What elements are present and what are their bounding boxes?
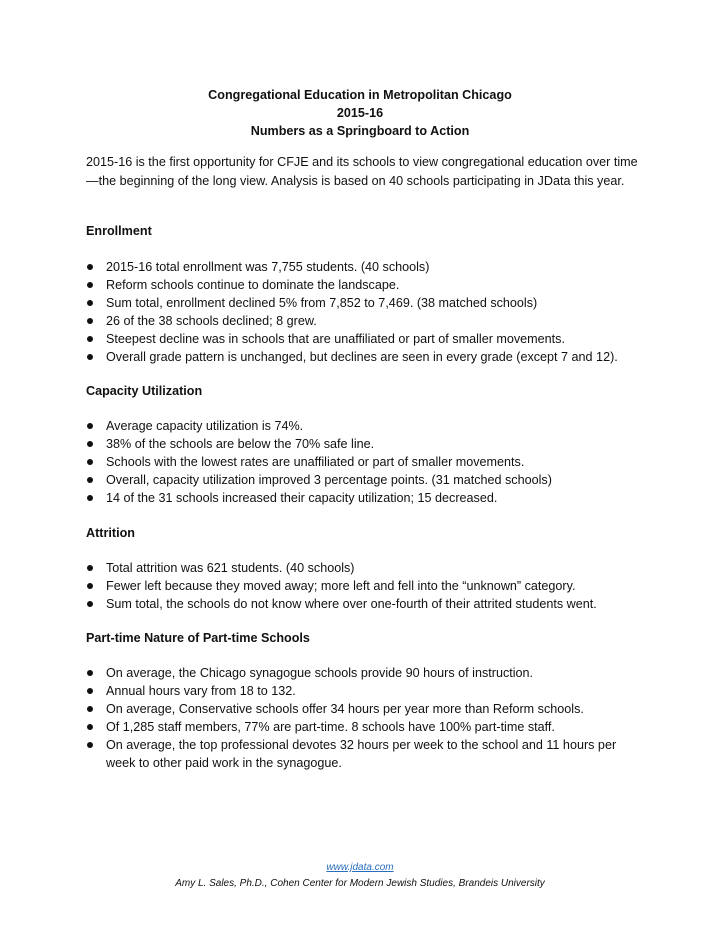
bullet-icon xyxy=(87,300,93,306)
list-item: 26 of the 38 schools declined; 8 grew. xyxy=(86,312,646,330)
bullet-icon xyxy=(87,282,93,288)
list-item: Annual hours vary from 18 to 132. xyxy=(86,682,646,700)
bullet-icon xyxy=(87,264,93,270)
intro-paragraph: 2015-16 is the first opportunity for CFJE and its schools to view congregational education over time—the beginning of the long view. Analysis is based on 40 schools participating in JData this year. xyxy=(86,155,638,188)
bullet-icon xyxy=(87,601,93,607)
bullet-icon xyxy=(87,459,93,465)
section-heading-enrollment: Enrollment xyxy=(86,224,152,238)
enrollment-list xyxy=(86,258,646,366)
document-subtitle: Numbers as a Springboard to Action xyxy=(250,124,470,138)
page-footer xyxy=(0,860,720,892)
capacity-utilization-list xyxy=(86,417,646,507)
author-credit: Amy L. Sales, Ph.D., Cohen Center for Modern Jewish Studies, Brandeis University xyxy=(175,878,545,889)
list-item: On average, the top professional devotes 32 hours per week to the school and 11 hours per week to other paid work in the synagogue. xyxy=(86,736,646,772)
list-item: 14 of the 31 schools increased their capacity utilization; 15 decreased. xyxy=(86,489,646,507)
bullet-icon xyxy=(87,441,93,447)
list-item: Overall grade pattern is unchanged, but declines are seen in every grade (except 7 and 12). xyxy=(86,348,646,366)
list-item: Total attrition was 621 students. (40 schools) xyxy=(86,559,646,577)
bullet-icon xyxy=(87,706,93,712)
list-item: On average, Conservative schools offer 34 hours per year more than Reform schools. xyxy=(86,700,646,718)
list-item: 2015-16 total enrollment was 7,755 students. (40 schools) xyxy=(86,258,646,276)
bullet-icon xyxy=(87,423,93,429)
list-item: Steepest decline was in schools that are unaffiliated or part of smaller movements. xyxy=(86,330,646,348)
bullet-icon xyxy=(87,583,93,589)
bullet-icon xyxy=(87,724,93,730)
list-item: Of 1,285 staff members, 77% are part-time. 8 schools have 100% part-time staff. xyxy=(86,718,646,736)
bullet-icon xyxy=(87,354,93,360)
list-item: Schools with the lowest rates are unaffiliated or part of smaller movements. xyxy=(86,453,646,471)
list-item: Sum total, the schools do not know where over one-fourth of their attrited students went. xyxy=(86,595,646,613)
bullet-icon xyxy=(87,670,93,676)
list-item: On average, the Chicago synagogue schools provide 90 hours of instruction. xyxy=(86,664,646,682)
document-year: 2015-16 xyxy=(336,106,384,120)
section-heading-capacity-utilization: Capacity Utilization xyxy=(86,384,203,398)
section-heading-part-time-nature: Part-time Nature of Part-time Schools xyxy=(86,631,310,645)
list-item: Reform schools continue to dominate the landscape. xyxy=(86,276,646,294)
section-heading-attrition: Attrition xyxy=(86,526,135,540)
list-item: 38% of the schools are below the 70% safe line. xyxy=(86,435,646,453)
bullet-icon xyxy=(87,688,93,694)
list-item: Sum total, enrollment declined 5% from 7,852 to 7,469. (38 matched schools) xyxy=(86,294,646,312)
list-item: Overall, capacity utilization improved 3 percentage points. (31 matched schools) xyxy=(86,471,646,489)
document-title: Congregational Education in Metropolitan Chicago xyxy=(208,88,512,102)
bullet-icon xyxy=(87,318,93,324)
list-item: Fewer left because they moved away; more left and fell into the “unknown” category. xyxy=(86,577,646,595)
list-item: Average capacity utilization is 74%. xyxy=(86,417,646,435)
attrition-list xyxy=(86,559,646,613)
title-block xyxy=(0,86,720,140)
bullet-icon xyxy=(87,477,93,483)
website-link[interactable]: www.jdata.com xyxy=(326,862,394,873)
bullet-icon xyxy=(87,336,93,342)
bullet-icon xyxy=(87,742,93,748)
bullet-icon xyxy=(87,565,93,571)
bullet-icon xyxy=(87,495,93,501)
part-time-nature-list xyxy=(86,664,646,772)
